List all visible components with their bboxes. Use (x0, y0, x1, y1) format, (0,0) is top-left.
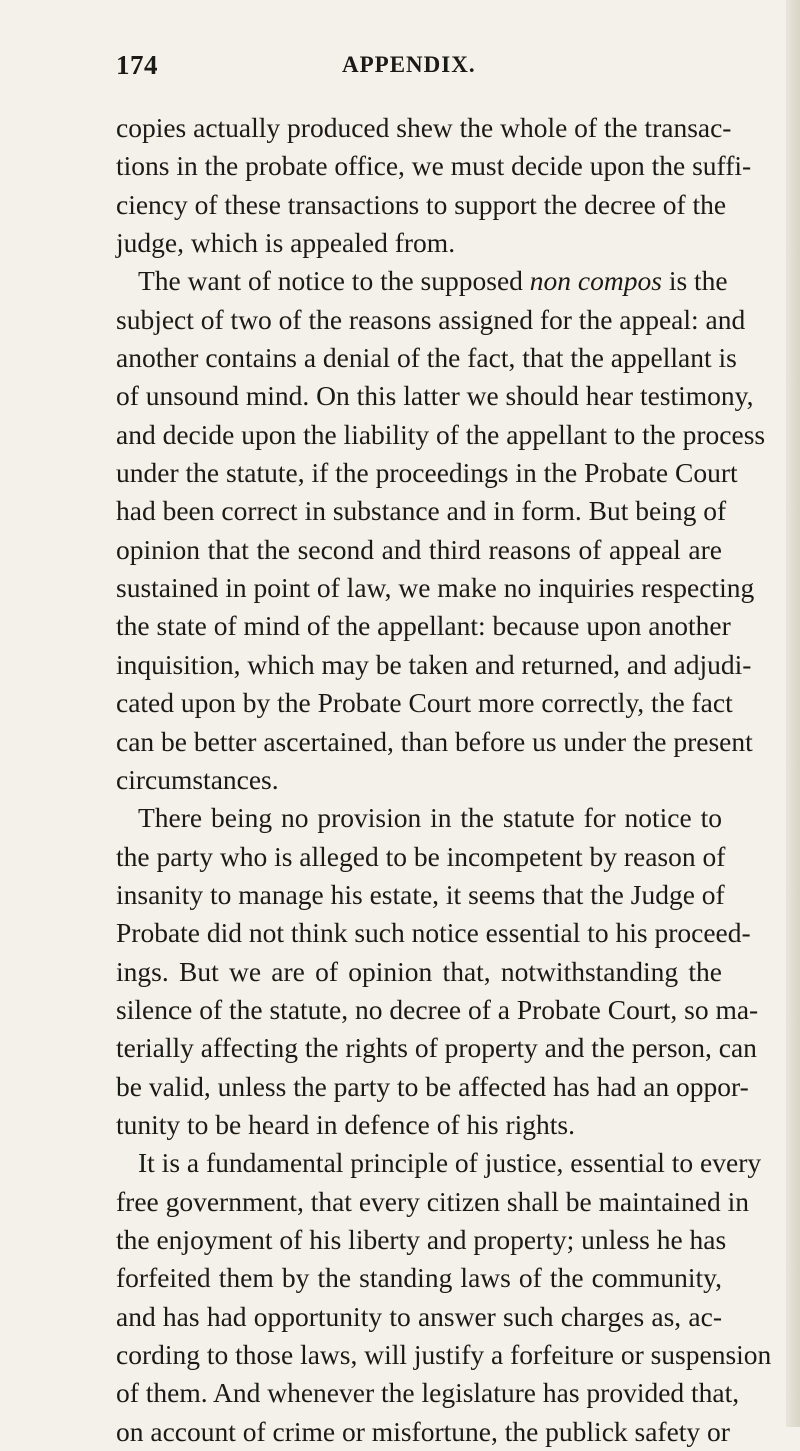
text-line: cated upon by the Probate Court more correctly, the fact (116, 687, 733, 719)
text-line: forfeited them by the standing laws of the community, (116, 1262, 722, 1294)
text-line: silence of the statute, no decree of a Probate Court, so ma- (116, 993, 759, 1025)
text-line: the enjoyment of his liberty and property; unless he has (116, 1223, 727, 1255)
text-line: free government, that every citizen shall be maintained in (116, 1185, 750, 1217)
text-line (116, 262, 728, 300)
text-line: and has had opportunity to answer such charges as, ac- (116, 1300, 722, 1332)
page-number: 174 (116, 50, 158, 80)
text-line: There being no provision in the statute for notice to (138, 802, 722, 834)
text-line: and decide upon the liability of the appellant to the process (116, 418, 766, 450)
text-line: another contains a denial of the fact, that the appellant is (116, 342, 737, 374)
text-line: had been correct in substance and in form. But being of (116, 495, 727, 527)
text-line: of unsound mind. On this latter we should hear testimony, (116, 380, 754, 412)
text-line: tions in the probate office, we must decide upon the suffi- (116, 150, 752, 182)
text-line: circumstances. (116, 763, 279, 795)
text-line: under the statute, if the proceedings in the Probate Court (116, 457, 738, 489)
text-line: judge, which is appealed from. (116, 227, 456, 259)
text-line: can be better ascertained, than before us under the present (116, 725, 753, 757)
text-line: Probate did not think such notice essential to his proceed- (116, 917, 751, 949)
text-line: It is a fundamental principle of justice, essential to every (138, 1147, 762, 1179)
italic-term: non compos (529, 265, 662, 297)
text-line: sustained in point of law, we make no inquiries respecting (116, 572, 755, 604)
text-line: on account of crime or misfortune, the publick safety or (116, 1415, 730, 1447)
text-line: of them. And whenever the legislature has provided that, (116, 1377, 740, 1409)
text-line: the state of mind of the appellant: because upon another (116, 610, 731, 642)
text-line: inquisition, which may be taken and returned, and adjudi- (116, 648, 752, 680)
text-line: subject of two of the reasons assigned for the appeal: and (116, 303, 746, 335)
text-line: opinion that the second and third reasons of appeal are (116, 533, 722, 565)
text-line: be valid, unless the party to be affected has had an oppor- (116, 1070, 749, 1102)
page-edge-shadow (786, 0, 800, 1427)
text-line: insanity to manage his estate, it seems that the Judge of (116, 878, 725, 910)
text-line: cording to those laws, will justify a forfeiture or suspension (116, 1339, 772, 1370)
running-head (116, 50, 716, 82)
text-line: terially affecting the rights of property and the person, can (116, 1032, 757, 1064)
body-text (116, 109, 772, 1451)
text-line: ings. But we are of opinion that, notwithstanding the (116, 955, 722, 987)
text-segment: is the (668, 265, 728, 297)
running-title: APPENDIX. (342, 52, 476, 77)
text-line: tunity to be heard in defence of his rights. (116, 1108, 575, 1140)
text-line: ciency of these transactions to support the decree of the (116, 188, 727, 220)
text-segment: The want of notice to the supposed (138, 265, 523, 297)
text-line: copies actually produced shew the whole of the transac- (116, 112, 732, 143)
text-line: the party who is alleged to be incompetent by reason of (116, 840, 726, 872)
